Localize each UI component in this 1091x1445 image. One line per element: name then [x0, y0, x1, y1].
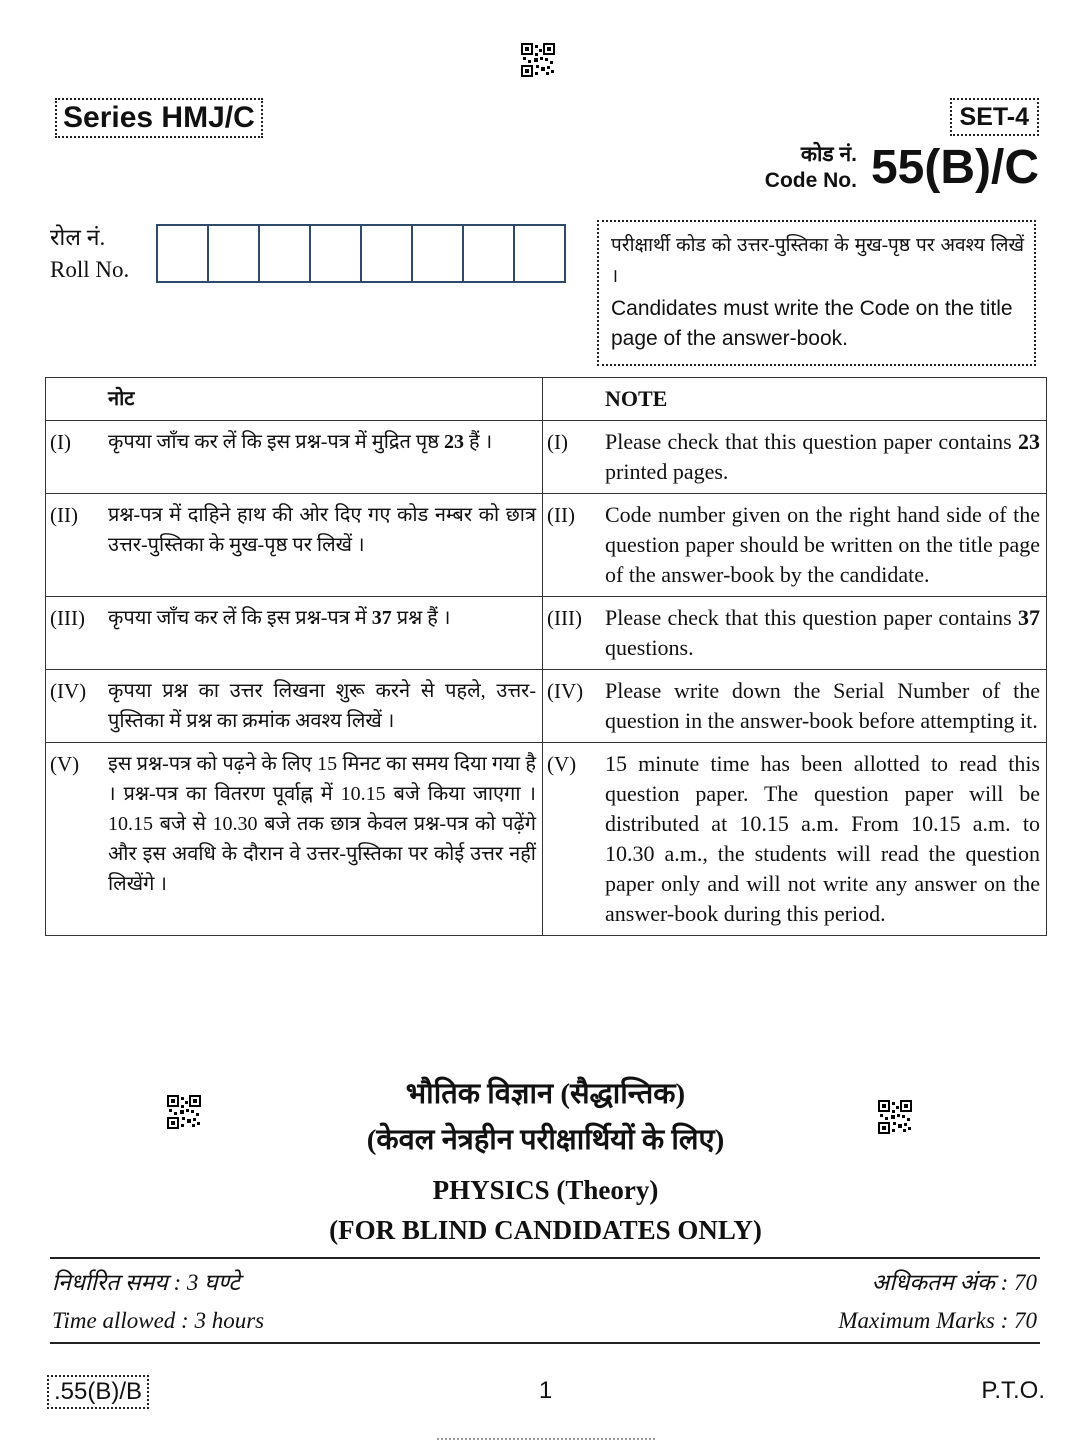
roll-number-boxes[interactable] — [156, 224, 566, 283]
max-marks-hindi: अधिकतम अंक : 70 — [871, 1270, 1037, 1295]
note-cell-hindi — [46, 421, 543, 494]
note-row — [46, 494, 1047, 597]
notes-heading-english-cell — [543, 378, 1047, 421]
note-text-part: Code number given on the right hand side of the question paper should be written on the title page of the answer-book by the candidate. — [605, 502, 1040, 587]
note-text-hindi — [108, 603, 536, 633]
note-number: (III) — [547, 606, 582, 630]
note-number: (IV) — [50, 679, 87, 703]
notes-table — [45, 377, 1047, 936]
note-number: (IV) — [547, 679, 584, 703]
notes-heading-hindi-cell — [46, 378, 543, 421]
max-marks-english: Maximum Marks : 70 — [838, 1308, 1037, 1333]
footer-mark — [437, 1438, 655, 1440]
notes-header-row — [46, 378, 1047, 421]
roll-number-box[interactable] — [362, 226, 413, 281]
note-row — [46, 743, 1047, 936]
roll-number-box[interactable] — [260, 226, 311, 281]
time-allowed-english: Time allowed : 3 hours — [52, 1308, 265, 1333]
note-count: 37 — [1018, 605, 1040, 630]
set-label: SET-4 — [950, 98, 1039, 136]
qr-code-icon — [521, 43, 555, 77]
code-label-hindi: कोड नं. — [800, 143, 857, 166]
note-cell-english — [543, 597, 1047, 670]
note-cell-english — [543, 743, 1047, 936]
note-cell-hindi — [46, 743, 543, 936]
note-text-part: प्रश्न हैं । — [391, 607, 451, 629]
note-number: (V) — [547, 752, 577, 776]
note-text-part: Please write down the Serial Number of the question in the answer-book before attempting it. — [605, 678, 1040, 733]
divider-bottom — [50, 1342, 1040, 1344]
pto-label: P.T.O. — [981, 1377, 1045, 1404]
subject-subtitle-english: (FOR BLIND CANDIDATES ONLY) — [329, 1215, 762, 1245]
note-number: (V) — [50, 752, 80, 776]
note-text-part: questions. — [605, 635, 694, 660]
note-number: (II) — [547, 503, 575, 527]
roll-number-box[interactable] — [209, 226, 260, 281]
code-number: 55(B)/C — [870, 141, 1039, 194]
note-text-english — [605, 749, 1040, 929]
note-cell-hindi — [46, 597, 543, 670]
footer-code: .55(B)/B — [47, 1375, 149, 1409]
note-text-hindi — [108, 676, 536, 736]
series-label: Series HMJ/C — [55, 98, 263, 138]
note-cell-english — [543, 670, 1047, 743]
subject-title-hindi: भौतिक विज्ञान (सैद्धान्तिक) — [405, 1078, 686, 1110]
divider-top — [50, 1257, 1040, 1259]
note-number: (II) — [50, 503, 78, 527]
note-text-hindi — [108, 749, 536, 899]
note-row — [46, 597, 1047, 670]
note-text-part: हैं । — [464, 431, 493, 453]
note-text-english — [605, 676, 1040, 736]
note-cell-hindi — [46, 670, 543, 743]
note-cell-english — [543, 421, 1047, 494]
qr-code-top — [521, 43, 555, 77]
note-count: 23 — [444, 431, 465, 453]
page-number: 1 — [538, 1377, 553, 1404]
roll-label — [50, 222, 129, 286]
time-allowed-hindi: निर्धारित समय : 3 घण्टे — [52, 1270, 240, 1295]
note-number: (I) — [50, 430, 71, 454]
notice-english: Candidates must write the Code on the title page of the answer-book. — [611, 297, 1013, 350]
note-row — [46, 670, 1047, 743]
note-text-part: printed pages. — [605, 459, 729, 484]
code-number-block — [765, 142, 1039, 194]
note-count: 37 — [371, 607, 392, 629]
note-text-english — [605, 603, 1040, 663]
code-labels — [765, 142, 857, 194]
note-text-part: Please check that this question paper contains — [605, 429, 1018, 454]
note-text-part: कृपया जाँच कर लें कि इस प्रश्न-पत्र में मुद्रित पृष्ठ — [108, 431, 445, 453]
note-text-part: कृपया प्रश्न का उत्तर लिखना शुरू करने से पहले, उत्तर-पुस्तिका में प्रश्न का क्रमांक अवश्य लिखें । — [108, 680, 536, 732]
note-text-part: इस प्रश्न-पत्र को पढ़ने के लिए 15 मिनट का समय दिया गया है । प्रश्न-पत्र का वितरण पूर्वाह्न में 10.15 बजे किया जाएगा । 10.15 बजे से 10.30 बजे तक छात्र केवल प्रश्न-पत्र को पढ़ेंगे और इस अवधि के दौरान वे उत्तर-पुस्तिका पर कोई उत्तर नहीं लिखेंगे । — [108, 753, 536, 895]
note-row — [46, 421, 1047, 494]
notice-hindi: परीक्षार्थी कोड को उत्तर-पुस्तिका के मुख-पृष्ठ पर अवश्य लिखें । — [611, 235, 1024, 287]
note-cell-hindi — [46, 494, 543, 597]
roll-label-english: Roll No. — [50, 257, 130, 282]
notes-heading-english: NOTE — [605, 386, 668, 411]
roll-number-box[interactable] — [464, 226, 515, 281]
note-text-hindi — [108, 500, 536, 560]
note-text-part: Please check that this question paper contains — [605, 605, 1018, 630]
note-text-part: प्रश्न-पत्र में दाहिने हाथ की ओर दिए गए कोड नम्बर को छात्र उत्तर-पुस्तिका के मुख-पृष्ठ पर लिखें । — [108, 504, 536, 556]
note-cell-english — [543, 494, 1047, 597]
note-text-part: कृपया जाँच कर लें कि इस प्रश्न-पत्र में — [108, 607, 372, 629]
roll-number-box[interactable] — [413, 226, 464, 281]
roll-number-box[interactable] — [158, 226, 209, 281]
roll-number-box[interactable] — [515, 226, 566, 281]
note-text-english — [605, 427, 1040, 487]
note-text-hindi — [108, 427, 536, 457]
subject-subtitle-hindi: (केवल नेत्रहीन परीक्षार्थियों के लिए) — [366, 1124, 725, 1156]
notes-heading-hindi: नोट — [108, 388, 135, 410]
note-text-part: 15 minute time has been allotted to read this question paper. The question paper will be distributed at 10.15 a.m. From 10.15 a.m. to 10.30 a.m., the students will read the question paper only and will not write any answer on the answer-book during this period. — [605, 751, 1040, 926]
code-label-english: Code No. — [764, 169, 857, 192]
roll-number-box[interactable] — [311, 226, 362, 281]
subject-title-english: PHYSICS (Theory) — [432, 1175, 659, 1205]
code-notice-box — [597, 220, 1036, 366]
note-text-english — [605, 500, 1040, 590]
note-number: (I) — [547, 430, 568, 454]
roll-label-hindi: रोल नं. — [50, 225, 106, 250]
note-number: (III) — [50, 606, 85, 630]
note-count: 23 — [1018, 429, 1040, 454]
